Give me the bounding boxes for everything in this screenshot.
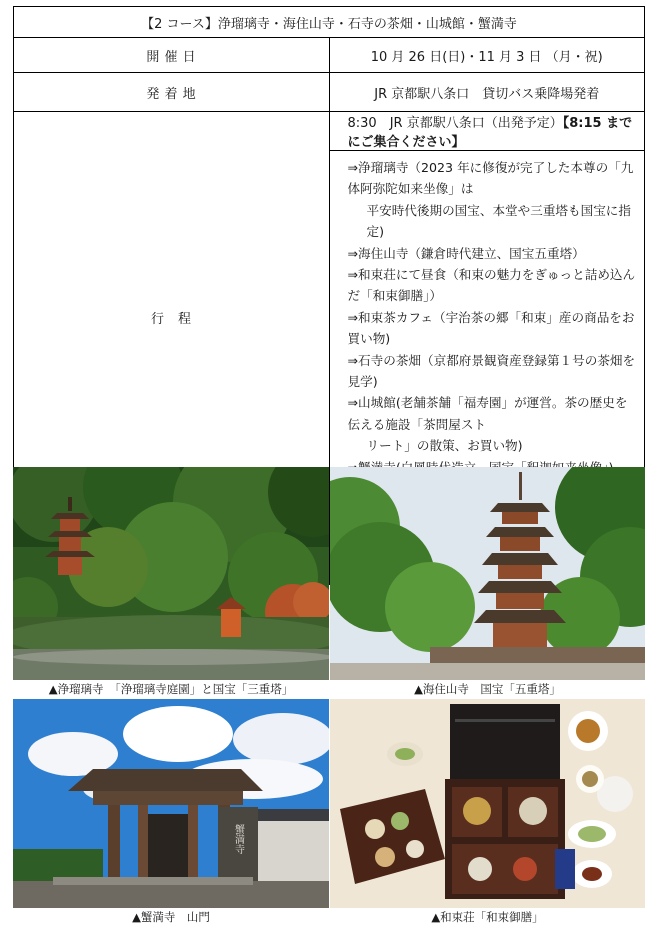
gate-sign-text: 蟹満寺 (232, 824, 244, 854)
date-value: 10 月 26 日(日)・11 月 3 日 （月・祝) (329, 38, 645, 73)
stop-yamashirokan (348, 392, 637, 456)
stop-joruriji (348, 157, 637, 243)
course-header-row (14, 7, 645, 38)
photo-grid (13, 467, 645, 927)
bento-box (445, 704, 565, 899)
start-time: 8:30 JR 京都駅八条口（出発予定） (347, 116, 563, 131)
temple-garden-photo (13, 467, 329, 680)
departure-label: 発 着 地 (14, 73, 330, 112)
itinerary-label: 行 程 (14, 112, 330, 523)
meal-photo (330, 699, 645, 908)
stop-lunch: ⇒和束荘にて昼食（和束の魅力をぎゅっと詰め込んだ「和束御膳」） (347, 267, 636, 304)
photo-caption: ▲蟹満寺 山門 (13, 908, 329, 927)
course-title: 【2 コース】浄瑠璃寺・海住山寺・石寺の茶畑・山城館・蟹満寺 (14, 7, 645, 38)
itinerary-start-row (14, 112, 645, 151)
photo-caption: ▲和束荘「和束御膳」 (330, 908, 645, 927)
itinerary-start (329, 112, 645, 151)
departure-row (14, 73, 645, 112)
stop-line-cont: リート」の散策、お買い物) (366, 438, 523, 454)
stop-line: ⇒山城館(老舗茶舗「福寿園」が運営。茶の歴史を伝える施設「茶問屋スト (347, 395, 628, 432)
stop-tea-field: ⇒石寺の茶畑（京都府景観資産登録第１号の茶畑を見学) (347, 352, 636, 390)
stop-line-cont: 平安時代後期の国宝、本堂や三重塔も国宝に指定) (366, 202, 631, 240)
itinerary-route (329, 151, 645, 485)
stop-tea-cafe: ⇒和束茶カフェ（宇治茶の郷「和束」産の商品をお買い物) (347, 309, 635, 347)
photo-caption: ▲海住山寺 国宝「五重塔」 (330, 680, 645, 699)
stop-kaijusenji: ⇒海住山寺（鎌倉時代建立、国宝五重塔） (347, 245, 585, 261)
temple-gate-photo (13, 699, 329, 908)
date-label: 開 催 日 (14, 38, 330, 73)
date-row (14, 38, 645, 73)
assembly-note: 【8:15 までにご集合ください】 (347, 116, 633, 150)
departure-value: JR 京都駅八条口 貸切バス乗降場発着 (329, 73, 645, 112)
photo-caption: ▲浄瑠璃寺 「浄瑠璃寺庭園」と国宝「三重塔」 (13, 680, 329, 699)
pagoda-photo (330, 467, 645, 680)
stop-line: ⇒浄瑠璃寺（2023 年に修復が完了した本尊の「九体阿弥陀如来坐像」は (347, 160, 634, 197)
